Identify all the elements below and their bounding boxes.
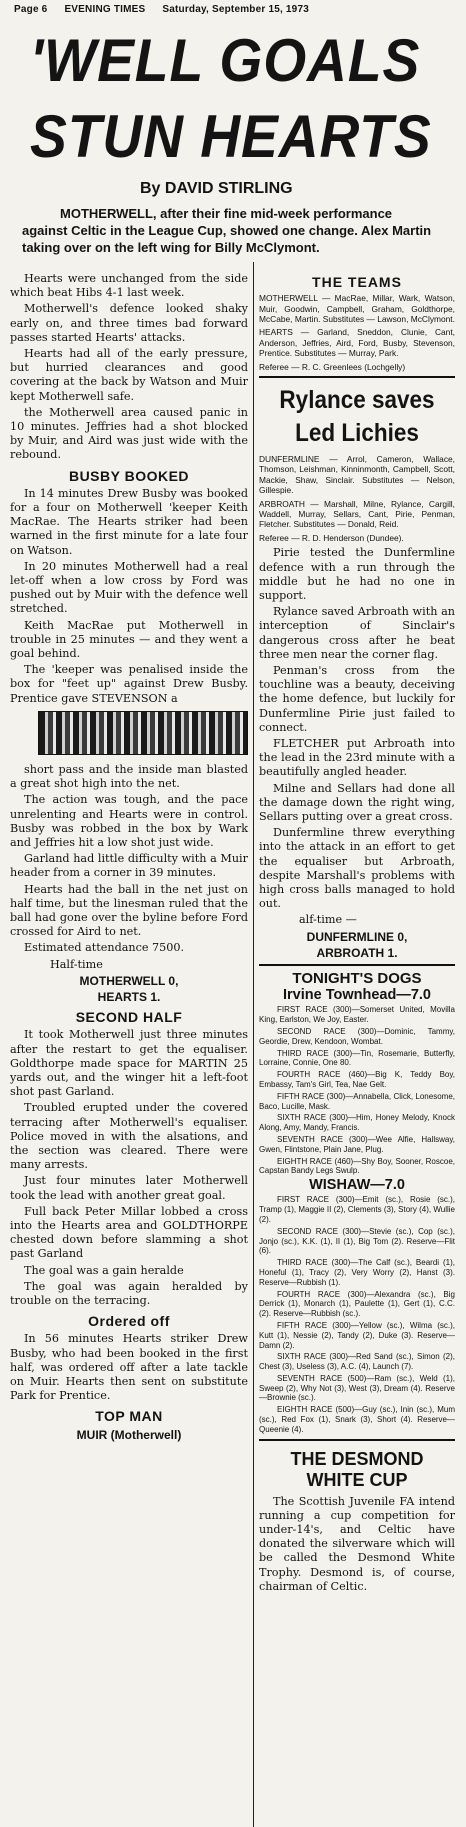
paragraph: Penman's cross from the touchline was a beauty, deceiving the home defence, but luckily for Dunfermline Pirie just failed to connect. [259,663,455,734]
race-entry: FIFTH RACE (300)—Annabella, Click, Lonesome, Baco, Lucille, Mask. [259,1091,455,1111]
motherwell-lineup: MOTHERWELL — MacRae, Millar, Wark, Watson, Muir, Goodwin, Campbell, Graham, Goldthorpe, McCabe, Martin. Substitutes — Lawson, McClymont. [259,293,455,325]
referee-line: Referee — R. C. Greenlees (Lochgelly) [259,361,406,372]
page-header [14,4,434,15]
half-time-score-2: HEARTS 1. [97,989,161,1004]
paragraph: The 'keeper was penalised inside the box for "feet up" against Drew Busby. Prentice gave STEVENSON a [10,663,248,705]
paragraph: Rylance saved Arbroath with an interception of Sinclair's dangerous cross after he beat three men near the corner flag. [259,605,455,661]
subhead-second-half: SECOND HALF [75,1009,183,1026]
headline-line-1: 'WELL GOALS [30,27,421,94]
paragraph: Milne and Sellars had done all the damage down the right wing, Sellars putting over a great cross. [259,781,455,823]
race-entry: EIGHTH RACE (500)—Guy (sc.), Inin (sc.), Mum (sc.), Red Fox (1), Snark (3), Short (4). Reserve—Queenie (4). [259,1405,455,1434]
attendance: Estimated attendance 7500. [24,941,185,955]
race-entry: FIFTH RACE (300)—Yellow (sc.), Wilma (sc.), Kutt (1), Nessie (2), Tandy (2), Duke (3). Reserve—Damn (2). [259,1320,455,1350]
paragraph: The action was tough, and the pace unrelenting and Hearts were in control. Busby was robbed in the box by Wark and Jeffries hit a low shot just wide. [10,793,248,849]
right-column [259,275,455,1596]
paragraph: In 56 minutes Hearts striker Drew Busby, who had been booked in the first half, was ordered off after a late tackle on Muir. Hearts then sent on substitute Park for Prentice. [10,1332,248,1403]
subhead-top-man: TOP MAN [95,1408,163,1425]
paragraph: It took Motherwell just three minutes after the restart to get the equaliser. Goldthorpe made space for MARTIN 25 yards out, and the winger hit a left-foot shot past Garland. [10,1028,248,1099]
divider [259,964,455,966]
race-entry: THIRD RACE (300)—The Calf (sc.), Beardi (1), Honeful (1), Tracy (2), Very Worry (2), Hanst (3). Reserve—Rubbish (1). [259,1258,455,1287]
track-wishaw: WISHAW—7.0 [309,1177,405,1194]
paragraph: The goal was a gain heralde [24,1263,184,1277]
race-entry: EIGHTH RACE (460)—Shy Boy, Sooner, Roscoe, Capstan Bandy Legs Swulp. [259,1156,455,1176]
paragraph: Motherwell's defence looked shaky early on, and three times bad forward passes started Hearts' attacks. [10,302,248,344]
race-entry: SIXTH RACE (300)—Him, Honey Melody, Knock Along, Amy, Mandy, Francis. [259,1113,455,1133]
intro-paragraph: MOTHERWELL, after their fine mid-week performance against Celtic in the League Cup, showed one change. Alex Martin taking over on the left wing for Billy McClymont. [22,206,432,255]
subhead-busby-booked: BUSBY BOOKED [68,467,190,484]
arbroath-lineup: ARBROATH — Marshall, Milne, Rylance, Cargill, Waddell, Murray, Sellars, Cant, Pirie, Penman, Fletcher. Substitutes — Donald, Reid. [259,498,455,530]
issue-date: Saturday, September 15, 1973 [162,4,309,15]
headline-line-2: STUN HEARTS [30,103,432,170]
paragraph: Troubled erupted under the covered terracing after Motherwell's equaliser. Police moved in with the alsations, and the section was cleared. There were many arrests. [10,1101,248,1172]
race-entry: THIRD RACE (300)—Tin, Rosemarie, Butterfly, Lorraine, Connie, One 80. [259,1048,455,1068]
dogs-heading: TONIGHT'S DOGS [292,969,422,987]
hearts-lineup: HEARTS — Garland, Sneddon, Clunie, Cant, Anderson, Jeffries, Aird, Ford, Busby, Stevenson, Prentice. Substitutes — Murray, Park. [259,327,455,359]
paragraph: The goal was again heralded by trouble on the terracing. [10,1279,248,1307]
half-time-score-1: MOTHERWELL 0, [79,973,179,988]
page-number: Page 6 [14,4,48,15]
column-divider [253,262,254,1827]
paragraph: Full back Peter Millar lobbed a cross into the Hearts area and GOLDTHORPE chested down before slamming a shot past Garland [10,1204,248,1261]
paragraph: Keith MacRae put Motherwell in trouble in 25 minutes — and they went a goal behind. [10,618,248,661]
paragraph: Garland had little difficulty with a Muir header from a corner in 39 minutes. [10,852,248,880]
paragraph: Hearts were unchanged from the side which beat Hibs 4-1 last week. [10,272,248,300]
left-column [10,272,248,1444]
race-entry: FOURTH RACE (460)—Big K, Teddy Boy, Embassy, Tam's Girl, Tea, Nae Gelt. [259,1070,455,1089]
race-entry: SECOND RACE (300)—Dominic, Tammy, Geordie, Drew, Kendoon, Wombat. [259,1026,455,1046]
cup-headline [259,1449,455,1491]
paragraph: The Scottish Juvenile FA intend running a cup competition for under-14's, and Celtic have donated the silverware which will be called the Desmond White Trophy. Desmond is, of course, chairman of Celtic. [259,1494,455,1593]
full-time-label: alf-time — [299,913,357,927]
half-time-label: Half-time [50,957,103,971]
paragraph: FLETCHER put Arbroath into the lead in the 23rd minute with a beautifully angled header. [259,736,455,779]
byline: By DAVID STIRLING [140,180,293,197]
subhead-ordered-off: Ordered off [88,1313,170,1330]
cup-headline-line-2: WHITE CUP [306,1469,408,1490]
paragraph: In 14 minutes Drew Busby was booked for a four on Motherwell 'keeper Keith MacRae. The Hearts striker had been warned in the first minute for a late four on Watson. [10,486,248,557]
teams-heading: THE TEAMS [312,274,402,290]
paper-name: EVENING TIMES [64,4,146,15]
paragraph: Hearts had all of the early pressure, but hurried clearances and good covering at the back by Watson and Muir kept Motherwell safe. [10,347,248,403]
referee-line: Referee — R. D. Henderson (Dundee). [259,532,404,543]
paragraph: Hearts had the ball in the net just on half time, but the linesman ruled that the ball had gone over the byline before Ford crossed for Aird to net. [10,882,248,939]
match-photo [38,711,248,755]
full-time-score-2: ARBROATH 1. [316,945,398,960]
cup-headline-line-1: THE DESMOND [290,1448,424,1469]
paragraph: short pass and the inside man blasted a great shot high into the net. [10,762,248,791]
second-headline [269,384,445,450]
second-headline-line-1: Rylance saves [279,386,435,415]
second-headline-line-2: Led Lichies [295,419,419,448]
race-entry: SIXTH RACE (300)—Red Sand (sc.), Simon (2), Chest (3), Useless (3), A.C. (4), Launch (7). [259,1352,455,1372]
race-entry: SEVENTH RACE (500)—Ram (sc.), Weld (1), Sweep (2), Why Not (3), West (3), Dream (4). Reserve—Brownie (sc.). [259,1373,455,1403]
race-entry: SECOND RACE (300)—Stevie (sc.), Cop (sc.), Jonjo (sc.), K.K. (1), II (1), Big Tom (2). Reserve—Flit (6). [259,1226,455,1256]
race-entry: SEVENTH RACE (300)—Wee Alfie, Hallsway, Gwen, Flintstone, Plain Jane, Plug. [259,1134,455,1154]
divider [259,376,455,378]
track-irvine: Irvine Townhead—7.0 [283,987,431,1004]
full-time-score-1: DUNFERMLINE 0, [306,929,408,944]
paragraph: the Motherwell area caused panic in 10 minutes. Jeffries had a shot blocked by Muir, and Aird was just wide with the rebound. [10,405,248,462]
top-man-name: MUIR (Motherwell) [76,1427,182,1442]
paragraph: Dunfermline threw everything into the attack in an effort to get the equaliser but Arbroath, despite Marshall's problems with high cross balls managed to hold out. [259,826,455,911]
dunfermline-lineup: DUNFERMLINE — Arrol, Cameron, Wallace, Thomson, Leishman, Kinninmonth, Campbell, Scott, Mackie, Shaw, Sinclair. Substitutes — Nelson, Gillespie. [259,454,455,496]
divider [259,1439,455,1441]
race-entry: FIRST RACE (300)—Emit (sc.), Rosie (sc.), Tramp (1), Maggie II (2), Clements (3), Story (4), Wullie (2). [259,1195,455,1224]
paragraph: In 20 minutes Motherwell had a real let-off when a low cross by Ford was pushed out by Muir with the defence well stretched. [10,559,248,616]
paragraph: Just four minutes later Motherwell took the lead with another great goal. [10,1174,248,1202]
paragraph: Pirie tested the Dunfermline defence with a run through the middle but he had no one in support. [259,546,455,602]
race-entry: FOURTH RACE (300)—Alexandra (sc.), Big Derrick (1), Monarch (1), Paulette (1), Gert (1), C.C. (2). Reserve—Rubbish (sc.). [259,1289,455,1319]
race-entry: FIRST RACE (300)—Somerset United, Movilla King, Earlston, We Joy, Easter. [259,1005,455,1025]
